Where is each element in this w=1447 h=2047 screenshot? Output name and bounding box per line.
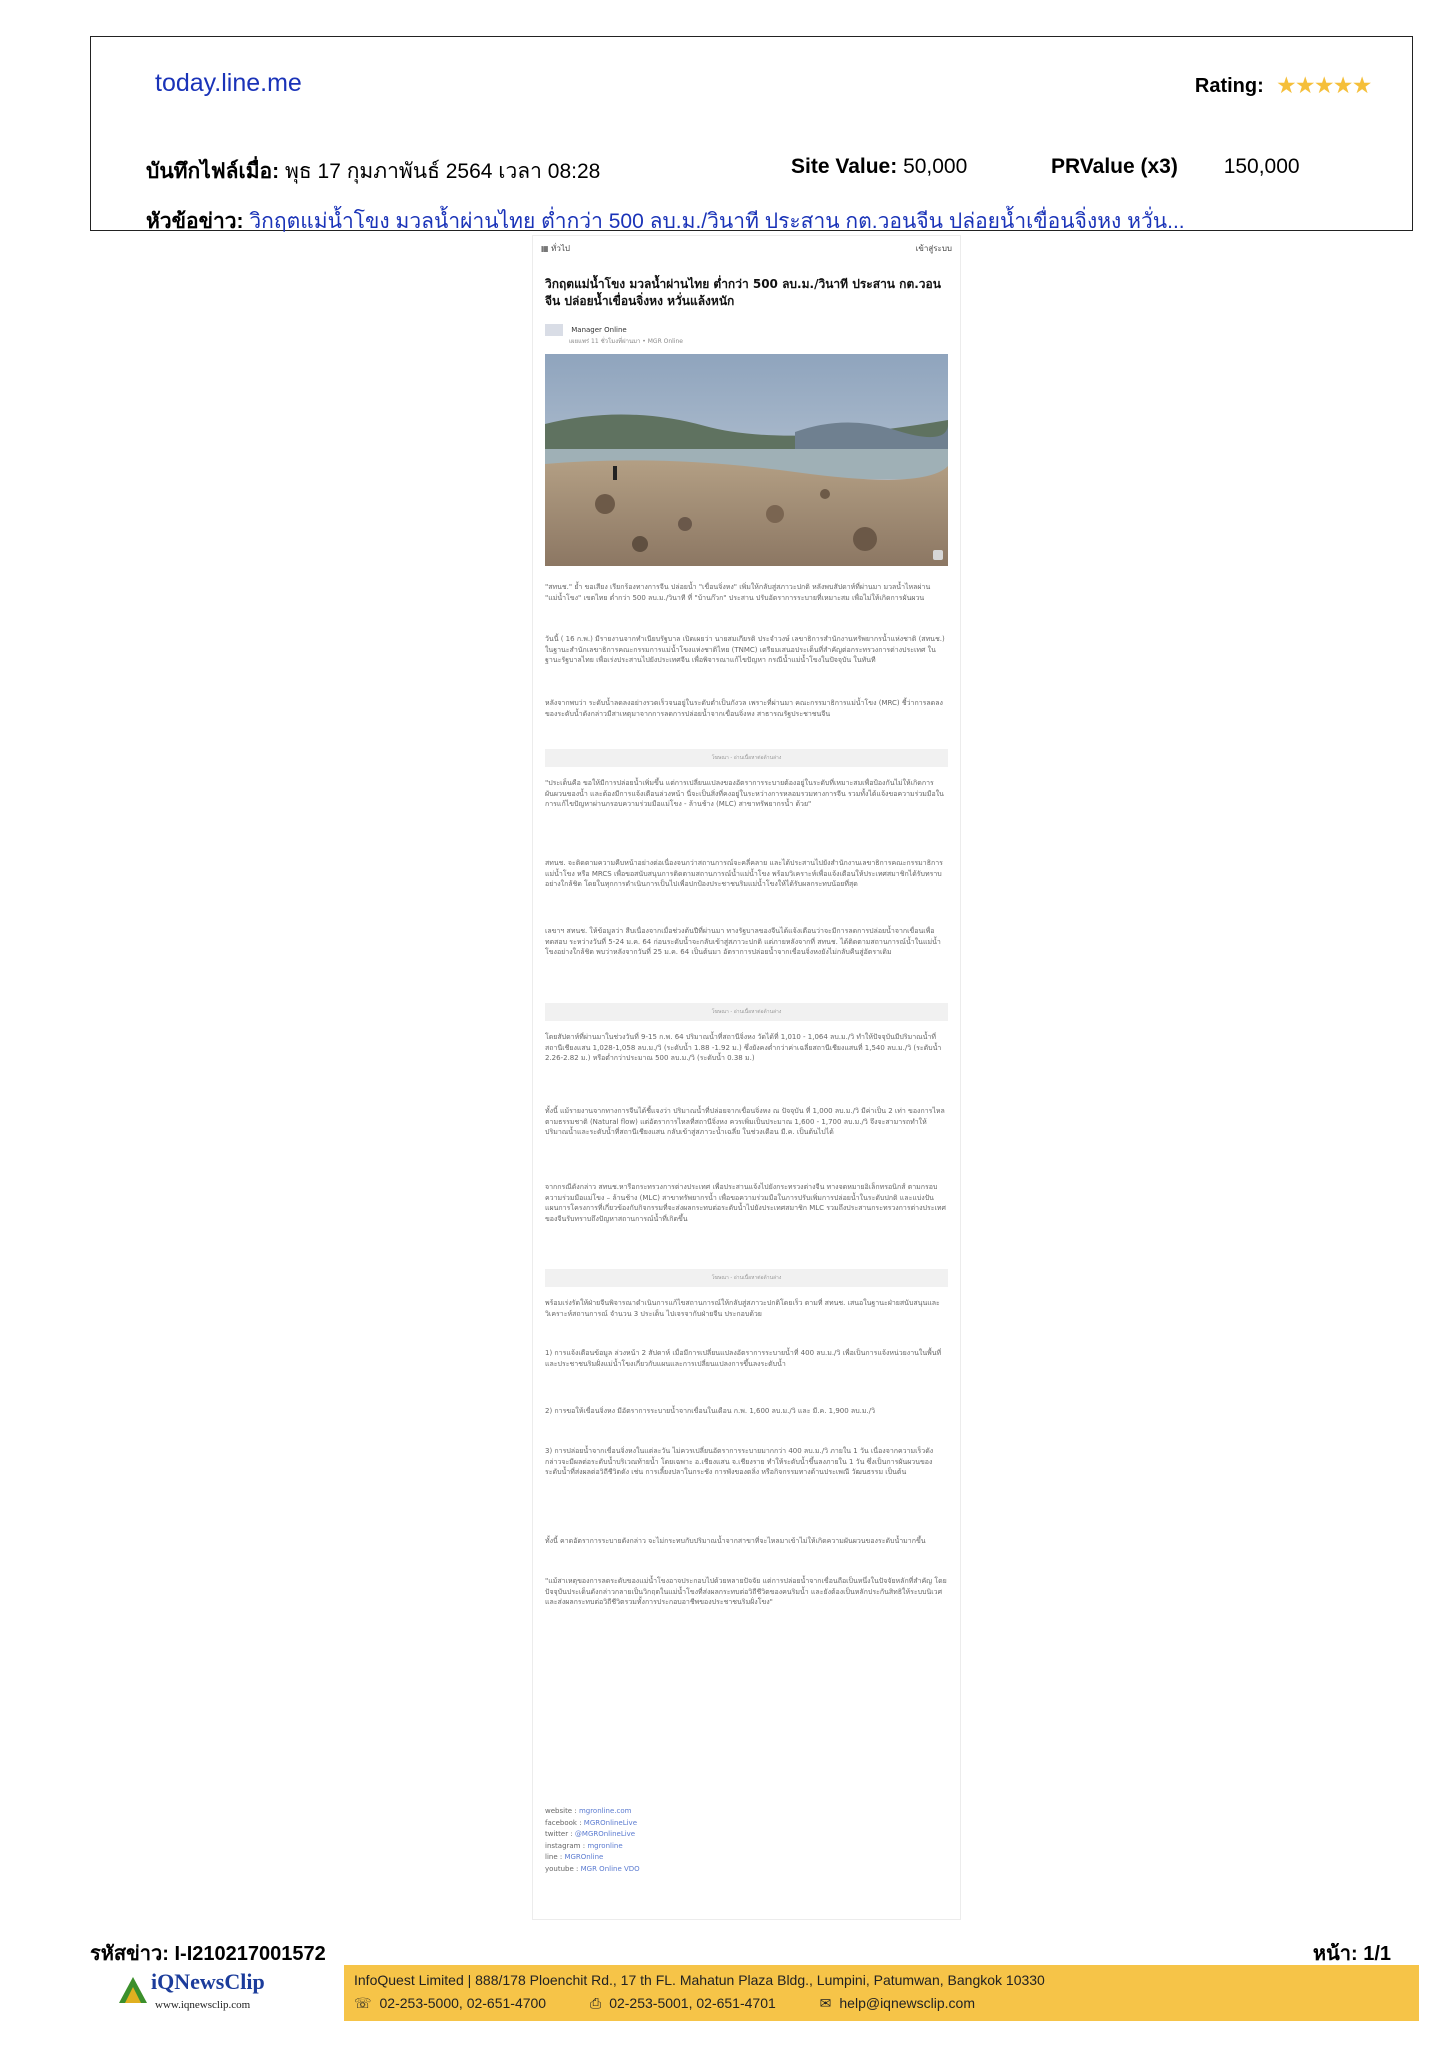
- phone-icon: ☏: [354, 1995, 372, 2011]
- link-row: website : mgronline.com: [545, 1807, 632, 1815]
- paragraph: เลขาฯ สทนช. ให้ข้อมูลว่า สืบเนื่องจากเมื่อช่วงต้นปีที่ผ่านมา ทางรัฐบาลของจีนได้แจ้งเตือนว่าจะมีการลดการปล่อยน้ำจากเขื่อนเพื่อทดสอบ ระหว่างวันที่ 5-24 ม.ค. 64 ก่อนระดับน้ำจะกลับเข้าสู่สภาวะปกติ แต่ภายหลังจากที่ สทนช. ได้ติดตามสถานการณ์น้ำในแม่น้ำโขงอย่างใกล้ชิด พบว่าหลังจากวันที่ 25 ม.ค. 64 เป็นต้นมา อัตราการปล่อยน้ำจากเขื่อนจิ่งหงยังไม่กลับคืนสู่อัตราเดิม: [545, 927, 941, 956]
- paragraph: โดยสัปดาห์ที่ผ่านมาในช่วงวันที่ 9-15 ก.พ. 64 ปริมาณน้ำที่สถานีจิ่งหง วัดได้ที่ 1,010 - 1,064 ลบ.ม./วิ ทำให้ปัจจุบันมีปริมาณน้ำที่สถานีเชียงแสน 1,028-1,058 ลบ.ม./วิ (ระดับน้ำ 1.88 -1.92 ม.) ซึ่งยังคงต่ำกว่าค่าเฉลี่ยสถานีเชียงแสนที่ 1,540 ลบ.ม./วิ (ระดับน้ำ 2.26-2.82 ม.) หรือต่ำกว่าประมาณ 500 ลบ.ม./วิ (ระดับน้ำ 0.38 ม.): [545, 1033, 942, 1062]
- menu-icon: ▦: [541, 244, 549, 253]
- saved-label: บันทึกไฟล์เมื่อ:: [146, 160, 280, 183]
- saved-row: [146, 155, 600, 188]
- line-link[interactable]: MGROnline: [564, 1853, 604, 1861]
- source-domain[interactable]: today.line.me: [155, 69, 302, 97]
- publisher-name: Manager Online: [571, 326, 627, 334]
- link-row: twitter : @MGROnlineLive: [545, 1830, 636, 1838]
- brand-url: www.iqnewsclip.com: [155, 1999, 251, 2011]
- youtube-link[interactable]: MGR Online VDO: [580, 1864, 640, 1873]
- paragraph: "แม้สาเหตุของการลดระดับของแม่น้ำโขงอาจประกอบไปด้วยหลายปัจจัย แต่การปล่อยน้ำจากเขื่อนถือเป็นหนึ่งในปัจจัยหลักที่สำคัญ โดยปัจจุบันประเด็นดังกล่าวกลายเป็นวิกฤตในแม่น้ำโขงที่ส่งผลกระทบต่อวิถีชีวิตของคนริมน้ำ และยังต้องเป็นหลักประกันสิทธิให้ระบบนิเวศ และส่งผลกระทบต่อวิถีชีวิตรวมทั้งการประกอบอาชีพของประชาชนริมฝั่งโขง": [545, 1577, 947, 1606]
- publisher-logo-icon: [545, 324, 563, 336]
- link-row: instagram : mgronline: [545, 1841, 623, 1850]
- brand-name: iQNewsClip: [151, 1969, 265, 1994]
- email-address[interactable]: help@iqnewsclip.com: [839, 1995, 975, 2011]
- paragraph: 1) การแจ้งเตือนข้อมูล ล่วงหน้า 2 สัปดาห์ เมื่อมีการเปลี่ยนแปลงอัตราการระบายน้ำที่ 400 ลบ.ม./วิ เพื่อเป็นการแจ้งหน่วยงานในพื้นที่และประชาชนริมฝั่งแม่น้ำโขงเกี่ยวกับแผนและการเปลี่ยนแปลงการขึ้นลงระดับน้ำ: [545, 1349, 942, 1368]
- paragraph: พร้อมเร่งรัดให้ฝ่ายจีนพิจารณาดำเนินการแก้ไขสถานการณ์ให้กลับสู่สภาวะปกติโดยเร็ว ตามที่ สทนช. เสนอในฐานะฝ่ายสนับสนุนและวิเคราะห์สถานการณ์ จำนวน 3 ประเด็น ไปเจรจากับฝ่ายจีน ประกอบด้วย: [545, 1299, 940, 1318]
- pr-value-label: PRValue (x3): [1051, 155, 1178, 178]
- paragraph: "สทนช." ย้ำ ขอเสียง เรียกร้องทางการจีน ปล่อยน้ำ "เขื่อนจิ่งหง" เพิ่มให้กลับสู่สภาวะปกติ หลังพบสัปดาห์ที่ผ่านมา มวลน้ำไหลผ่าน "แม่น้ำโขง" เขตไทย ต่ำกว่า 500 ลบ.ม./วินาที ที่ "บ้านก๊วก" ประสาน ปรับอัตราการระบายที่เหมาะสม เพื่อไม่ให้เกิดการผันผวน: [545, 583, 931, 602]
- river-photo: [545, 354, 948, 566]
- rating-label: Rating:: [1194, 75, 1264, 97]
- paragraph: สทนช. จะติดตามความคืบหน้าอย่างต่อเนื่องจนกว่าสถานการณ์จะคลี่คลาย และได้ประสานไปยังสำนักงานเลขาธิการคณะกรรมาธิการแม่น้ำโขง หรือ MRCS เพื่อขอสนับสนุนการติดตามสถานการณ์น้ำแม่น้ำโขง พร้อมวิเคราะห์เพื่อแจ้งเตือนให้ประเทศสมาชิกได้รับทราบอย่างใกล้ชิด โดยในทุกการดำเนินการเป็นไปเพื่อปกป้องประชาชนริมแม่น้ำโขงให้ได้รับผลกระทบน้อยที่สุด: [545, 859, 943, 888]
- site-value: [791, 155, 967, 179]
- paragraph: 2) การขอให้เขื่อนจิ่งหง มีอัตราการระบายน้ำจากเขื่อนในเดือน ก.พ. 1,600 ลบ.ม./วิ และ มี.ค. 1,900 ลบ.ม./วิ: [545, 1407, 876, 1415]
- ad-divider: โฆษณา - อ่านเนื้อหาต่อด้านล่าง: [545, 749, 948, 767]
- paragraph: ทั้งนี้ คาดอัตราการระบายดังกล่าว จะไม่กระทบกับปริมาณน้ำจากสาขาที่จะไหลมาเข้าไม่ให้เกิดความผันผวนของระดับน้ำมากขึ้น: [545, 1537, 926, 1545]
- email-icon: ✉: [819, 1995, 832, 2011]
- fax-number: 02-253-5001, 02-651-4701: [609, 1995, 776, 2011]
- headline-row: [146, 205, 1185, 238]
- headline-label: หัวข้อข่าว:: [146, 210, 244, 233]
- rating-stars-icon: ★★★★★: [1277, 75, 1372, 97]
- publisher: [545, 324, 683, 346]
- contact-line: [354, 1995, 975, 2012]
- instagram-link[interactable]: mgronline: [587, 1841, 623, 1850]
- page-number: หน้า: 1/1: [1312, 1943, 1391, 1965]
- site-value-label: Site Value:: [791, 155, 898, 178]
- article-title: วิกฤตแม่น้ำโขง มวลน้ำผ่านไทย ต่ำกว่า 500 ลบ.ม./วินาที ประสาน กต.วอนจีน ปล่อยน้ำเขื่อนจิ่งหง หวั่นแล้งหนัก: [545, 277, 941, 308]
- social-links: [545, 1806, 640, 1875]
- saved-value: พุธ 17 กุมภาพันธ์ 2564 เวลา 08:28: [285, 160, 601, 183]
- paragraph: ทั้งนี้ แม้รายงานจากทางการจีนได้ชี้แจงว่า ปริมาณน้ำที่ปล่อยจากเขื่อนจิ่งหง ณ ปัจจุบัน ที่ 1,000 ลบ.ม./วิ มีค่าเป็น 2 เท่า ของการไหลตามธรรมชาติ (Natural flow) แต่อัตราการไหลที่สถานีจิ่งหง ควรเพิ่มเป็นประมาณ 1,600 - 1,700 ลบ.ม./วิ จึงจะสามารถทำให้ปริมาณน้ำและระดับน้ำที่สถานีเชียงแสน กลับเข้าสู่สภาวะน้ำเฉลี่ย ในช่วงเดือน มี.ค. เป็นต้นไปได้: [545, 1107, 945, 1136]
- pr-value: [1051, 155, 1300, 179]
- site-value-number: 50,000: [903, 155, 968, 178]
- article-photo: [545, 354, 948, 566]
- pr-value-number: 150,000: [1223, 155, 1300, 178]
- news-code: รหัสข่าว: I-I210217001572: [90, 1943, 326, 1965]
- twitter-link[interactable]: @MGROnlineLive: [574, 1830, 636, 1838]
- article-clip: [533, 236, 960, 1919]
- paragraph: จากกรณีดังกล่าว สทนช.หารือกระทรวงการต่างประเทศ เพื่อประสานแจ้งไปยังกระทรวงต่างจีน ทางจดหมายอิเล็กทรอนิกส์ ตามกรอบความร่วมมือแม่โขง – ล้านช้าง (MLC) สาขาทรัพยากรน้ำ เพื่อขอความร่วมมือในการปรับเพิ่มการปล่อยน้ำในระดับปกติ และแบ่งปันแผนการโครงการที่เกี่ยวข้องกับกิจกรรมที่จะส่งผลกระทบต่อระดับน้ำไปยังประเทศสมาชิก MLC รวมถึงประสานกระทรวงการต่างประเทศของจีนรับทราบถึงปัญหาสถานการณ์น้ำที่เกิดขึ้น: [545, 1183, 946, 1223]
- paragraph: 3) การปล่อยน้ำจากเขื่อนจิ่งหงในแต่ละวัน ไม่ควรเปลี่ยนอัตราการระบายมากกว่า 400 ลบ.ม./วิ ภายใน 1 วัน เนื่องจากความเร็วดังกล่าวจะมีผลต่อระดับน้ำบริเวณท้ายน้ำ โดยเฉพาะ อ.เชียงแสน จ.เชียงราย ทำให้ระดับน้ำขึ้นลงภายใน 1 วัน ซึ่งเป็นการผันผวนของระดับน้ำที่ส่งผลต่อวิถีชีวิตดัง เช่น การเลี้ยงปลาในกระชัง การพังของตลิ่ง หรือกิจกรรมทางด้านประเพณี วัฒนธรรม เป็นต้น: [545, 1447, 934, 1476]
- section-label: ทั่วไป: [551, 244, 570, 253]
- fax-icon: ⎙: [589, 1995, 602, 2011]
- link-row: youtube : MGR Online VDO: [545, 1864, 640, 1873]
- rating: [1195, 73, 1372, 98]
- login-link[interactable]: เข้าสู่ระบบ: [915, 244, 952, 253]
- company-line: InfoQuest Limited | 888/178 Ploenchit Rd., 17 th FL. Mahatun Plaza Bldg., Lumpini, Patumwan, Bangkok 10330: [354, 1972, 1045, 1988]
- footer-bar: [344, 1965, 1419, 2021]
- ad-divider: โฆษณา - อ่านเนื้อหาต่อด้านล่าง: [545, 1003, 948, 1021]
- clip-header: [90, 36, 1413, 231]
- website-link[interactable]: mgronline.com: [578, 1807, 632, 1815]
- paragraph: หลังจากพบว่า ระดับน้ำลดลงอย่างรวดเร็วจนอยู่ในระดับต่ำเป็นกังวล เพราะที่ผ่านมา คณะกรรมาธิการแม่น้ำโขง (MRC) ชี้ว่าการลดลงของระดับน้ำดังกล่าวมีสาเหตุมาจากการลดการปล่อยน้ำจากเขื่อนจิ่งหง สาธารณรัฐประชาชนจีน: [545, 699, 943, 718]
- link-row: facebook : MGROnlineLive: [545, 1818, 637, 1827]
- paragraph: "ประเด็นคือ ขอให้มีการปล่อยน้ำเพิ่มขึ้น แต่การเปลี่ยนแปลงของอัตราการระบายต้องอยู่ในระดับที่เหมาะสมเพื่อป้องกันไม่ให้เกิดการผันผวนของน้ำ และต้องมีการแจ้งเตือนล่วงหน้า นี่จะเป็นสิ่งที่คงอยู่ในระหว่างการหลอมรวมทางการจีน รวมทั้งได้แจ้งขอความร่วมมือในการแก้ไขปัญหาผ่านกรอบความร่วมมือแม่โขง - ล้านช้าง (MLC) สาขาทรัพยากรน้ำ ด้วย": [545, 779, 944, 808]
- facebook-link[interactable]: MGROnlineLive: [583, 1818, 637, 1827]
- paragraph: วันนี้ ( 16 ก.พ.) มีรายงานจากทำเนียบรัฐบาล เปิดเผยว่า นายสมเกียรติ ประจำวงษ์ เลขาธิการสำนักงานทรัพยากรน้ำแห่งชาติ (สทนช.) ในฐานะสำนักเลขาธิการคณะกรรมการแม่น้ำโขงแห่งชาติไทย (TNMC) เตรียมเสนอประเด็นที่สำคัญต่อกระทรวงการต่างประเทศ ในฐานะรัฐบาลไทย เพื่อเร่งประสานไปยังประเทศจีน เพื่อพิจารณาแก้ไขปัญหา กรณีน้ำแม่น้ำโขงในปัจจุบัน ในทันที: [545, 635, 945, 664]
- iqnewsclip-logo: [115, 1967, 295, 2019]
- headline-text[interactable]: วิกฤตแม่น้ำโขง มวลน้ำผ่านไทย ต่ำกว่า 500 ลบ.ม./วินาที ประสาน กต.วอนจีน ปล่อยน้ำเขื่อนจิ่งหง หวั่น...: [249, 210, 1185, 233]
- link-row: line : MGROnline: [545, 1853, 604, 1861]
- ad-divider: โฆษณา - อ่านเนื้อหาต่อด้านล่าง: [545, 1269, 948, 1287]
- publisher-meta: เผยแพร่ 11 ชั่วโมงที่ผ่านมา • MGR Online: [569, 338, 683, 345]
- newsclip-logo-icon: [115, 1973, 151, 2009]
- phone-number: 02-253-5000, 02-651-4700: [379, 1995, 547, 2011]
- article-topbar: [541, 242, 952, 256]
